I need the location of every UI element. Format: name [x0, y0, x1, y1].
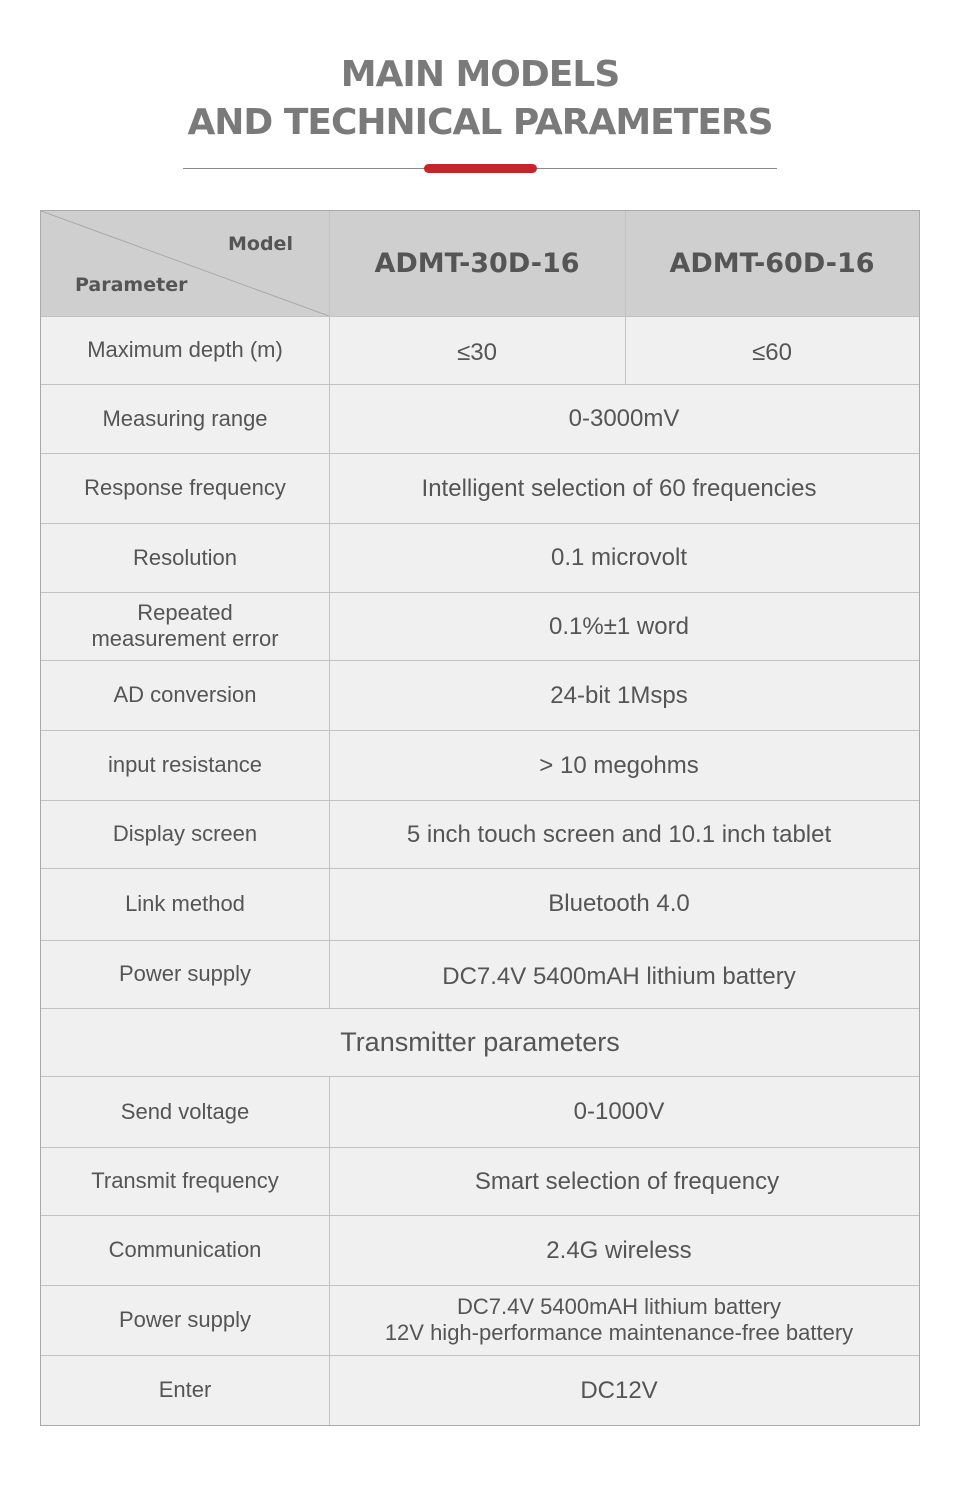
column-divider: [329, 211, 330, 1008]
value-link-method: Bluetooth 4.0: [548, 889, 690, 917]
page-title-line-2: AND TECHNICAL PARAMETERS: [187, 102, 773, 143]
label-repeated-error-line-1: Repeated: [137, 600, 233, 625]
value-power-supply-transmitter-line-1: DC7.4V 5400mAH lithium battery: [456, 1294, 782, 1319]
label-resolution: Resolution: [133, 544, 237, 570]
column-divider: [625, 211, 626, 384]
label-response-frequency: Response frequency: [84, 475, 286, 500]
value-display-screen: 5 inch touch screen and 10.1 inch tablet: [406, 820, 832, 848]
label-repeated-error: [41, 592, 329, 660]
corner-diagonal: [41, 211, 329, 316]
value-power-supply-receiver: DC7.4V 5400mAH lithium battery: [442, 962, 796, 990]
row-divider: [41, 940, 919, 941]
label-transmit-frequency: Transmit frequency: [91, 1168, 279, 1193]
label-power-supply-transmitter: Power supply: [118, 1307, 252, 1332]
column-divider: [329, 1076, 330, 1425]
corner-parameter-label: Parameter: [75, 274, 188, 296]
label-link-method: Link method: [125, 891, 245, 916]
row-divider: [41, 1355, 919, 1356]
label-communication: Communication: [108, 1237, 262, 1262]
value-send-voltage: 0-1000V: [573, 1098, 665, 1125]
row-divider: [41, 1076, 919, 1077]
row-divider: [41, 1008, 919, 1009]
label-repeated-error-line-2: measurement error: [91, 626, 279, 651]
label-send-voltage: Send voltage: [120, 1098, 250, 1124]
value-communication: 2.4G wireless: [546, 1236, 692, 1264]
label-display-screen: Display screen: [112, 821, 258, 846]
value-input-resistance: > 10 megohms: [539, 751, 699, 779]
value-power-supply-transmitter: [329, 1285, 909, 1355]
page-title-line-1: MAIN MODELS: [340, 54, 620, 95]
row-divider: [41, 1215, 919, 1216]
row-divider: [41, 730, 919, 731]
value-response-frequency: Intelligent selection of 60 frequencies: [421, 474, 817, 502]
label-max-depth: Maximum depth (m): [87, 337, 283, 362]
value-measuring-range: 0-3000mV: [568, 405, 680, 432]
corner-model-label: Model: [228, 233, 293, 255]
row-divider: [41, 384, 919, 385]
value-power-supply-transmitter-line-2: 12V high-performance maintenance-free battery: [384, 1320, 854, 1345]
label-power-supply-receiver: Power supply: [118, 961, 252, 986]
value-ad-conversion: 24-bit 1Msps: [550, 681, 688, 709]
row-divider: [41, 660, 919, 661]
row-divider: [41, 453, 919, 454]
row-divider: [41, 868, 919, 869]
value-repeated-error: 0.1%±1 word: [549, 612, 689, 640]
row-divider: [41, 592, 919, 593]
value-resolution: 0.1 microvolt: [550, 544, 688, 571]
value-enter: DC12V: [580, 1376, 658, 1404]
parameters-table: [40, 210, 920, 1426]
section-transmitter-title: Transmitter parameters: [340, 1026, 620, 1057]
label-ad-conversion: AD conversion: [113, 682, 257, 707]
value-max-depth-30: ≤30: [457, 338, 497, 366]
row-divider: [41, 800, 919, 801]
row-divider: [41, 1285, 919, 1286]
label-measuring-range: Measuring range: [102, 405, 268, 431]
value-max-depth-60: ≤60: [752, 338, 792, 366]
value-transmit-frequency: Smart selection of frequency: [474, 1167, 780, 1195]
label-enter: Enter: [158, 1377, 212, 1402]
model-header-2: ADMT-60D-16: [669, 248, 875, 279]
model-header-1: ADMT-30D-16: [374, 248, 580, 279]
row-divider: [41, 523, 919, 524]
row-divider: [41, 1147, 919, 1148]
title-accent-bar: [424, 164, 537, 173]
row-divider: [41, 316, 919, 317]
label-input-resistance: input resistance: [107, 752, 263, 777]
